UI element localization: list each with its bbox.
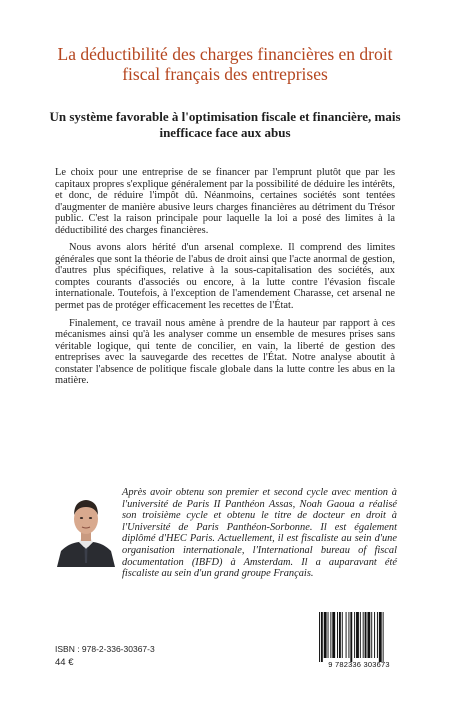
isbn-label: ISBN : 978-2-336-30367-3 (55, 644, 155, 654)
price-label: 44 € (55, 657, 74, 668)
summary-paragraph: Finalement, ce travail nous amène à prendre de la hauteur par rapport à ces mécanismes ainsi qu'à les analyser comme un ensemble de mesures prises sans véritable logique, qui tente de concilier, en vain, la liberté de gestion des entreprises avec la sauvegarde des recettes de l'État. Notre analyse aboutit à constater l'absence de politique fiscale globale dans la lutte contre les abus en la matière. (55, 317, 395, 387)
book-subtitle: Un système favorable à l'optimisation fiscale et financière, mais inefficace face aux abus (49, 109, 401, 140)
book-title: La déductibilité des charges financières en droit fiscal français des entreprises (57, 44, 393, 84)
barcode-digits: 9 782336 303673 (328, 660, 390, 669)
author-bio: Après avoir obtenu son premier et second cycle avec mention à l'université de Paris II Panthéon Assas, Noah Gaoua a réalisé son troisième cycle et obtenu le titre de docteur en droit à l'Université de Paris Panthéon-Sorbonne. Il est également diplômé d'HEC Paris. Actuellement, il est fiscaliste au sein d'une organisation internationale, l'International bureau of fiscal documentation (IBFD) à Amsterdam. Il a auparavant été fiscaliste au sein d'un grand groupe Français. (122, 487, 397, 580)
author-portrait-image (55, 487, 117, 567)
author-photo (55, 487, 117, 567)
summary-paragraph: Le choix pour une entreprise de se financer par l'emprunt plutôt que par les capitaux propres s'explique généralement par la possibilité de déduire les intérêts, et donc, de réduire l'impôt dû. Néanmoins, certaines sociétés sont tentées d'augmenter de manière abusive leurs charges financières au détriment du Trésor public. C'est la raison principale pour laquelle la loi a posé des limites à la déductibilité des charges financières. (55, 167, 395, 236)
summary-paragraph: Nous avons alors hérité d'un arsenal complexe. Il comprend des limites générales que sont la théorie de l'abus de droit ainsi que l'acte anormal de gestion, d'autres plus spécifiques, relative à la sous-capitalisation des sociétés, aux comptes courants d'associés ou encore, à la lutte contre l'évasion fiscale internationale. Toutefois, à l'exception de l'amendement Charasse, cet arsenal ne permet pas de protéger efficacement les recettes de l'État. (55, 242, 395, 312)
summary-text (55, 167, 395, 393)
